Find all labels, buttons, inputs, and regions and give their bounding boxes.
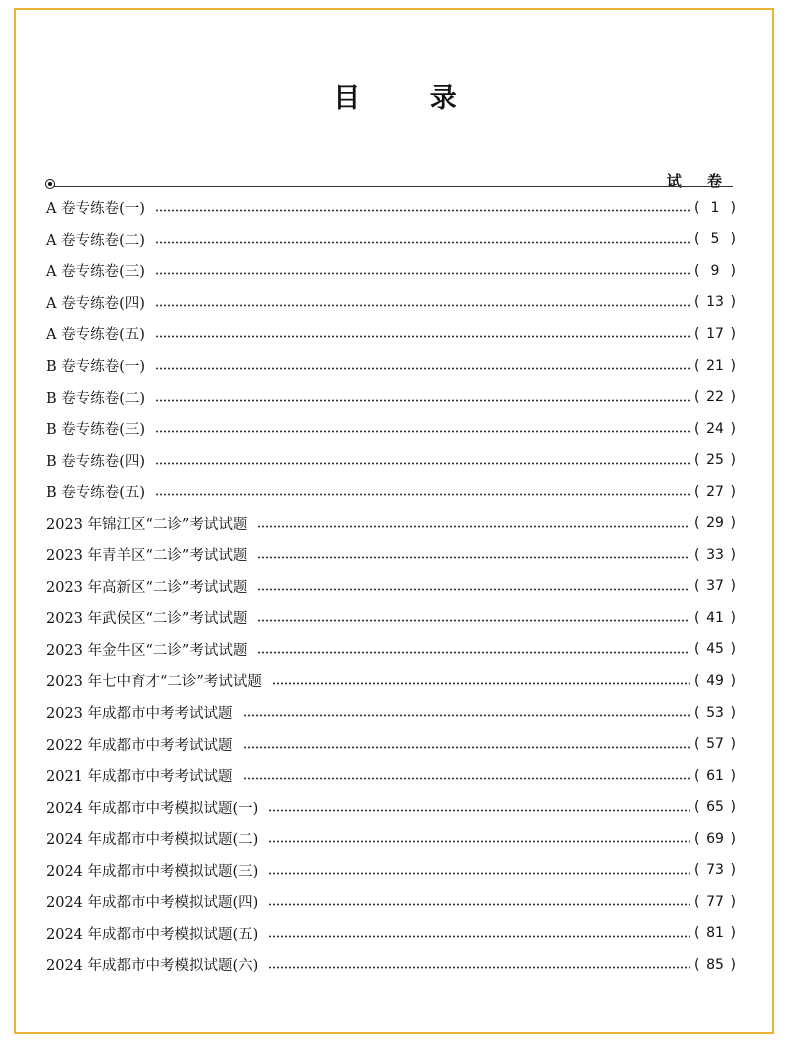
dot-leader <box>272 682 690 685</box>
dot-leader <box>268 903 690 906</box>
close-paren: ) <box>730 389 736 406</box>
toc-entry[interactable] <box>46 602 736 634</box>
open-paren: ( <box>694 956 700 973</box>
close-paren: ) <box>730 736 736 753</box>
open-paren: ( <box>694 609 700 626</box>
page-number: 27 <box>706 483 724 500</box>
toc-entry[interactable] <box>46 886 736 918</box>
close-paren: ) <box>730 799 736 816</box>
section-divider <box>54 186 733 187</box>
open-paren: ( <box>694 767 700 784</box>
toc-entry-page <box>694 736 736 752</box>
open-paren: ( <box>694 641 700 658</box>
open-paren: ( <box>694 389 700 406</box>
toc-entry-page <box>694 515 736 531</box>
page-number: 13 <box>706 294 724 311</box>
toc-entry-title: 2023 年锦江区“二诊”考试试题 <box>46 516 248 533</box>
page-number: 17 <box>706 325 724 342</box>
close-paren: ) <box>730 641 736 658</box>
dot-leader <box>155 241 690 244</box>
open-paren: ( <box>694 704 700 721</box>
toc-entry-title: 2023 年武侯区“二诊”考试试题 <box>46 611 248 628</box>
open-paren: ( <box>694 483 700 500</box>
toc-entry-page <box>694 547 736 563</box>
dot-leader <box>155 335 690 338</box>
toc-entry-title: 2023 年青羊区“二诊”考试试题 <box>46 548 248 565</box>
dot-leader <box>155 304 690 307</box>
bullet-icon <box>45 179 55 189</box>
page-number: 73 <box>706 862 724 879</box>
close-paren: ) <box>730 294 736 311</box>
toc-entry-page <box>694 862 736 878</box>
toc-entry-title: 2023 年金牛区“二诊”考试试题 <box>46 642 248 659</box>
open-paren: ( <box>694 325 700 342</box>
toc-entry-page <box>694 957 736 973</box>
toc-entry-page <box>694 768 736 784</box>
close-paren: ) <box>730 231 736 248</box>
page-number: 21 <box>706 357 724 374</box>
close-paren: ) <box>730 357 736 374</box>
toc-entry-title: 2024 年成都市中考模拟试题(六) <box>46 958 259 975</box>
toc-entry[interactable] <box>46 634 736 666</box>
open-paren: ( <box>694 546 700 563</box>
open-paren: ( <box>694 578 700 595</box>
page-number: 85 <box>706 956 724 973</box>
toc-entry[interactable] <box>46 476 736 508</box>
toc-entry[interactable] <box>46 571 736 603</box>
toc-entry-page <box>694 610 736 626</box>
page-number: 25 <box>706 452 724 469</box>
dot-leader <box>268 840 690 843</box>
toc-entry-title: 2024 年成都市中考模拟试题(二) <box>46 832 259 849</box>
toc-entry-title: 2021 年成都市中考考试试题 <box>46 769 233 786</box>
dot-leader <box>155 462 690 465</box>
toc-entry-title: A 卷专练卷(一) <box>46 201 145 218</box>
dot-leader <box>257 525 690 528</box>
close-paren: ) <box>730 830 736 847</box>
page-number: 5 <box>710 231 720 248</box>
toc-entry[interactable] <box>46 318 736 350</box>
toc-entry-title: 2024 年成都市中考模拟试题(一) <box>46 800 259 817</box>
toc-entry[interactable] <box>46 791 736 823</box>
close-paren: ) <box>730 609 736 626</box>
dot-leader <box>257 588 690 591</box>
toc-entry[interactable] <box>46 665 736 697</box>
dot-leader <box>243 714 690 717</box>
close-paren: ) <box>730 325 736 342</box>
toc-entry-title: B 卷专练卷(五) <box>46 485 146 502</box>
dot-leader <box>155 430 690 433</box>
toc-entry[interactable] <box>46 918 736 950</box>
dot-leader <box>155 209 690 212</box>
toc-entry-page <box>694 484 736 500</box>
page-number: 77 <box>706 893 724 910</box>
page-number: 33 <box>706 546 724 563</box>
toc-entry[interactable] <box>46 728 736 760</box>
page-number: 45 <box>706 641 724 658</box>
dot-leader <box>268 966 690 969</box>
toc-entry-title: 2023 年成都市中考考试试题 <box>46 706 233 723</box>
toc-entry[interactable] <box>46 224 736 256</box>
close-paren: ) <box>730 483 736 500</box>
toc-entry[interactable] <box>46 823 736 855</box>
page-number: 41 <box>706 609 724 626</box>
close-paren: ) <box>730 672 736 689</box>
open-paren: ( <box>694 799 700 816</box>
section-label: 试 卷 <box>666 172 732 190</box>
page-number: 1 <box>710 199 720 216</box>
page-number: 37 <box>706 578 724 595</box>
toc-entry-page <box>694 200 736 216</box>
close-paren: ) <box>730 515 736 532</box>
open-paren: ( <box>694 420 700 437</box>
dot-leader <box>155 493 690 496</box>
page-number: 22 <box>706 389 724 406</box>
close-paren: ) <box>730 893 736 910</box>
toc-entry-title: B 卷专练卷(二) <box>46 390 146 407</box>
toc-entry-title: 2023 年高新区“二诊”考试试题 <box>46 579 248 596</box>
toc-entry-page <box>694 452 736 468</box>
open-paren: ( <box>694 199 700 216</box>
toc-entry-title: 2024 年成都市中考模拟试题(四) <box>46 895 259 912</box>
toc-entry[interactable] <box>46 507 736 539</box>
toc-entry-title: 2024 年成都市中考模拟试题(五) <box>46 926 259 943</box>
dot-leader <box>257 651 690 654</box>
close-paren: ) <box>730 578 736 595</box>
toc-entry-title: 2023 年七中育才“二诊”考试试题 <box>46 674 262 691</box>
toc-entry[interactable] <box>46 287 736 319</box>
open-paren: ( <box>694 262 700 279</box>
dot-leader <box>155 399 690 402</box>
toc-entry[interactable] <box>46 539 736 571</box>
open-paren: ( <box>694 231 700 248</box>
toc-entry-page <box>694 894 736 910</box>
toc-entry-page <box>694 263 736 279</box>
toc-entry[interactable] <box>46 255 736 287</box>
page-number: 24 <box>706 420 724 437</box>
toc-entry[interactable] <box>46 854 736 886</box>
dot-leader <box>243 746 690 749</box>
toc-entry-page <box>694 641 736 657</box>
open-paren: ( <box>694 452 700 469</box>
close-paren: ) <box>730 262 736 279</box>
open-paren: ( <box>694 357 700 374</box>
toc-entry-title: B 卷专练卷(一) <box>46 359 146 375</box>
toc-entry-page <box>694 358 736 374</box>
close-paren: ) <box>730 767 736 784</box>
close-paren: ) <box>730 546 736 563</box>
open-paren: ( <box>694 893 700 910</box>
open-paren: ( <box>694 515 700 532</box>
toc-entry[interactable] <box>46 350 736 382</box>
toc-entry-title: A 卷专练卷(五) <box>46 327 145 344</box>
dot-leader <box>257 619 690 622</box>
toc-entry[interactable] <box>46 444 736 476</box>
open-paren: ( <box>694 830 700 847</box>
toc-entry-title: A 卷专练卷(二) <box>46 232 145 249</box>
toc-entry-page <box>694 673 736 689</box>
toc-entry-page <box>694 326 736 342</box>
toc-entry-page <box>694 389 736 405</box>
page-number: 49 <box>706 672 724 689</box>
toc-entry[interactable] <box>46 760 736 792</box>
open-paren: ( <box>694 862 700 879</box>
toc-entry[interactable] <box>46 413 736 445</box>
toc-entry-title: A 卷专练卷(四) <box>46 295 145 312</box>
toc-entry-page <box>694 831 736 847</box>
toc-entry-title: A 卷专练卷(三) <box>46 264 145 281</box>
close-paren: ) <box>730 862 736 879</box>
close-paren: ) <box>730 704 736 721</box>
dot-leader <box>257 556 690 559</box>
page-number: 81 <box>706 925 724 942</box>
page-number: 53 <box>706 704 724 721</box>
open-paren: ( <box>694 736 700 753</box>
close-paren: ) <box>730 420 736 437</box>
toc-entry[interactable] <box>46 697 736 729</box>
page-number: 69 <box>706 830 724 847</box>
dot-leader <box>268 872 690 875</box>
toc-entry-page <box>694 231 736 247</box>
toc-entry-title: B 卷专练卷(四) <box>46 453 146 470</box>
close-paren: ) <box>730 925 736 942</box>
dot-leader <box>243 777 690 780</box>
dot-leader <box>155 272 690 275</box>
toc-entry-page <box>694 925 736 941</box>
toc-entry-page <box>694 421 736 437</box>
toc-entry-page <box>694 799 736 815</box>
page-number: 65 <box>706 799 724 816</box>
toc-entry[interactable] <box>46 381 736 413</box>
toc-entry-title: 2022 年成都市中考考试试题 <box>46 737 233 754</box>
dot-leader <box>268 809 690 812</box>
toc-entry-page <box>694 578 736 594</box>
open-paren: ( <box>694 925 700 942</box>
dot-leader <box>155 367 690 370</box>
page-number: 57 <box>706 736 724 753</box>
close-paren: ) <box>730 452 736 469</box>
page-number: 61 <box>706 767 724 784</box>
toc-entry-title: 2024 年成都市中考模拟试题(三) <box>46 863 259 880</box>
toc-entry[interactable] <box>46 949 736 981</box>
close-paren: ) <box>730 199 736 216</box>
toc-list <box>46 192 736 981</box>
close-paren: ) <box>730 956 736 973</box>
toc-entry-page <box>694 705 736 721</box>
page-number: 9 <box>710 262 720 279</box>
open-paren: ( <box>694 672 700 689</box>
open-paren: ( <box>694 294 700 311</box>
toc-entry-title: B 卷专练卷(三) <box>46 422 146 439</box>
page-title: 目 录 <box>333 83 487 114</box>
toc-entry-page <box>694 294 736 310</box>
page-number: 29 <box>706 515 724 532</box>
dot-leader <box>268 935 690 938</box>
toc-entry[interactable] <box>46 192 736 224</box>
